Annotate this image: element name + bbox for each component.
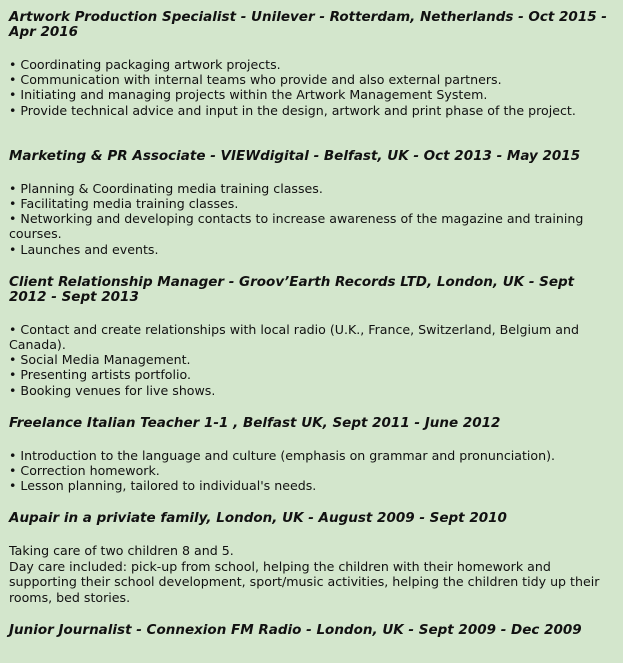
list-item: • Communication with internal teams who provide and also external partners. <box>9 72 502 88</box>
list-item: • Coordinating packaging artwork projects. <box>9 57 281 72</box>
job-title: Junior Journalist - Connexion FM Radio - London, UK - Sept 2009 - Dec 2009 <box>9 622 582 639</box>
list-item: • Presenting artists portfolio. <box>9 367 191 383</box>
list-item: • Social Media Management. <box>9 352 191 368</box>
job-duties-list <box>9 448 611 494</box>
job-title: Artwork Production Specialist - Unilever - Rotterdam, Netherlands - Oct 2015 - Apr 2016 <box>9 9 607 40</box>
job-title: Aupair in a priviate family, London, UK - August 2009 - Sept 2010 <box>9 510 507 527</box>
job-title: Marketing & PR Associate - VIEWdigital - Belfast, UK - Oct 2013 - May 2015 <box>9 147 581 164</box>
list-item: • Initiating and managing projects within the Artwork Management System. <box>9 87 488 103</box>
job-description-line: Day care included: pick-up from school, helping the children with their homework and supporting their school development, sport/music activities, helping the children tidy up their rooms, bed stories. <box>9 558 600 605</box>
job-description-line: Taking care of two children 8 and 5. <box>9 543 234 559</box>
job-duties-list <box>9 57 611 118</box>
list-item: • Launches and events. <box>9 241 159 257</box>
job-title: Freelance Italian Teacher 1-1 , Belfast UK, Sept 2011 - June 2012 <box>9 414 501 431</box>
list-item: • Booking venues for live shows. <box>9 382 216 398</box>
list-item: • Provide technical advice and input in the design, artwork and print phase of the project. <box>9 102 576 118</box>
list-item: • Correction homework. <box>9 463 160 479</box>
list-item: • Networking and developing contacts to increase awareness of the magazine and training courses. <box>9 211 584 242</box>
job-title: Client Relationship Manager - Groov’Earth Records LTD, London, UK - Sept 2012 - Sept 2013 <box>9 273 575 305</box>
list-item: • Facilitating media training classes. <box>9 196 239 212</box>
job-duties-list <box>9 322 611 398</box>
list-item: • Introduction to the language and culture (emphasis on grammar and pronunciation). <box>9 447 556 463</box>
list-item: • Lesson planning, tailored to individual's needs. <box>9 478 317 494</box>
list-item: • Planning & Coordinating media training classes. <box>9 180 323 196</box>
job-duties-list <box>9 181 611 257</box>
list-item: • Contact and create relationships with local radio (U.K., France, Switzerland, Belgium and Canada). <box>9 321 579 353</box>
